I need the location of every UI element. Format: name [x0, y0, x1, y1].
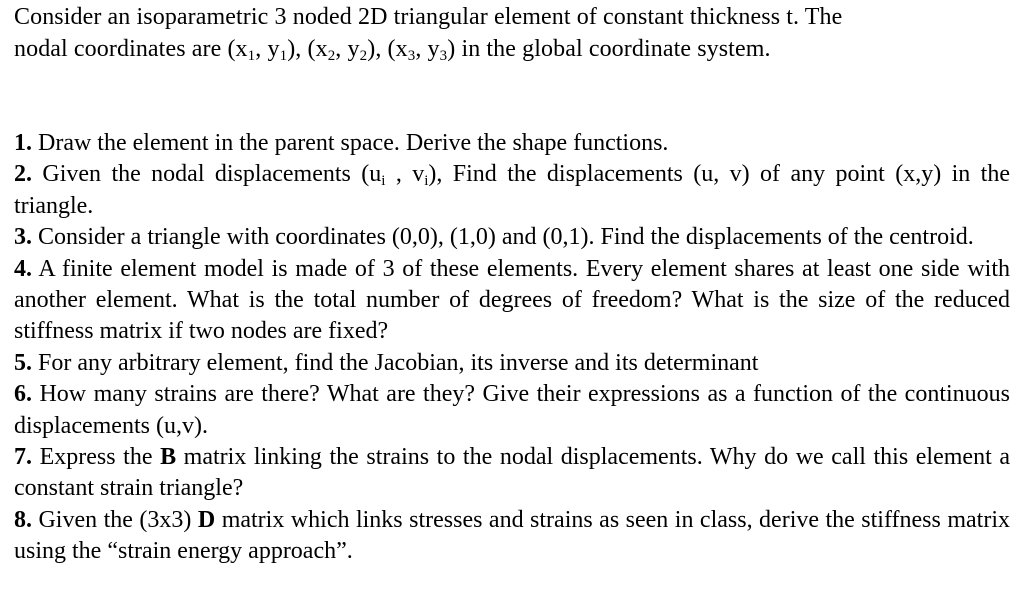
node-3-coordinates: ($x_3$, $y_3$) [387, 36, 456, 64]
b-matrix-symbol: B [160, 444, 177, 471]
question-6 [14, 379, 1010, 442]
question-number: 5. [14, 349, 32, 376]
node-1-coordinates: ($x_1$, $y_1$) [227, 36, 296, 64]
question-text: How many strains are there? What are they? Give their expressions as a function of the continuous displacements (u,v). [14, 381, 1010, 439]
problem-intro: Consider an isoparametric 3 noded 2D triangular element of constant thickness t. The nodal coordinates are ($x_1$, $y_1$), ($x_2$, $y_2$), ($x_3$, $y_3$) in the global coordinate system. [14, 4, 843, 64]
question-5 [14, 348, 1010, 379]
question-1 [14, 128, 1010, 159]
question-number: 4. [14, 255, 32, 282]
question-number: 6. [14, 381, 32, 408]
question-text: Consider a triangle with coordinates (0,0), (1,0) and (0,1). Find the displacements of the centroid. [32, 224, 974, 251]
node-2-coordinates: ($x_2$, $y_2$) [307, 36, 376, 64]
question-number: 1. [14, 130, 32, 156]
question-text: A finite element model is made of 3 of these elements. Every element shares at least one side with another element. What is the total number of degrees of freedom? What is the size of the reduced stiffness matrix if two nodes are fixed? [14, 255, 1010, 345]
question-8: 8. Given the (3x3) D matrix which links stresses and strains as seen in class, derive the stiffness matrix using the “strain energy approach”. [14, 506, 1010, 565]
intro-line-2-prefix: nodal coordinates are [14, 36, 228, 62]
question-number: 7. [14, 444, 32, 471]
question-text: Draw the element in the parent space. Derive the shape functions. [32, 130, 669, 156]
question-list [14, 128, 1010, 568]
intro-line-1: Consider an isoparametric 3 noded 2D triangular element of constant thickness t. The [14, 4, 843, 30]
question-number: 2. [14, 161, 32, 188]
d-matrix-symbol: D [197, 506, 216, 533]
question-number: 8. [14, 506, 32, 533]
question-number: 3. [14, 224, 32, 251]
intro-line-2-suffix: in the global coordinate system. [455, 36, 771, 62]
question-4 [14, 254, 1010, 348]
document-page [14, 0, 1010, 565]
question-3 [14, 222, 1010, 253]
question-text: For any arbitrary element, find the Jacobian, its inverse and its determinant [32, 349, 759, 376]
question-2: 2. Given the nodal displacements ($u_i$ , $v_i$), Find the displacements (u, v) of any point (x,y) in the triangle. [14, 161, 1010, 219]
question-7: 7. Express the B matrix linking the strains to the nodal displacements. Why do we call this element a constant strain triangle? [14, 444, 1010, 502]
